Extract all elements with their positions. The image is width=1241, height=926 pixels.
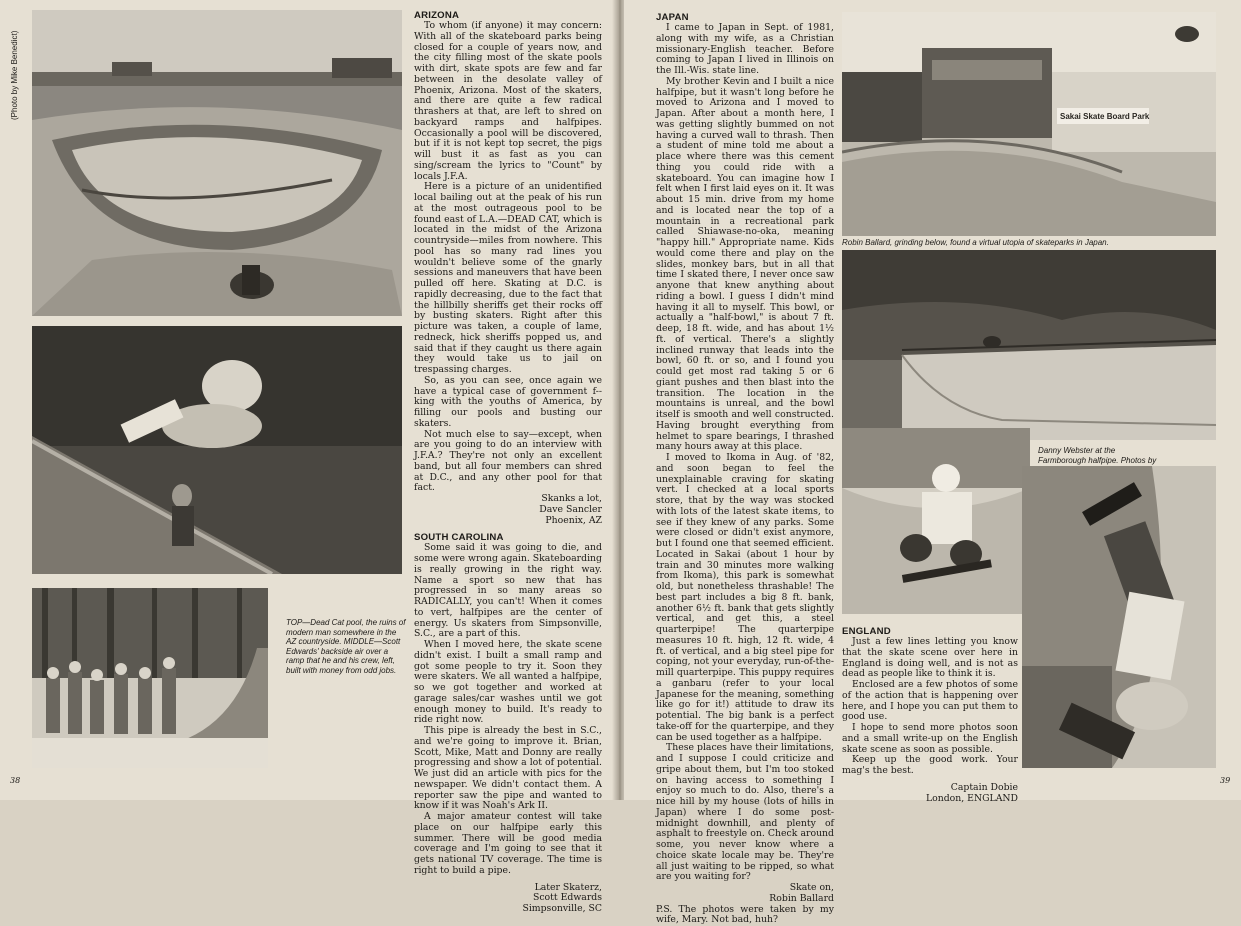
england-paragraph: Just a few lines letting you know that the skate scene over here in England is doing well, and is not as dead as people like to think it is.	[842, 637, 1018, 680]
japan-paragraph: These places have their limitations, and I suppose I could criticize and gripe about them, but I'm too stoked on having access to something I enjoy so much to do. Also, there's a nice hill by my house (lots of hills in Japan) where I do some post-midnight downhill, and plenty of asphalt to freestyle on. Check around some, you never know where a choice skate locale may be. They're all just waiting to be ripped, so what are you waiting for?	[656, 743, 834, 883]
south-carolina-paragraph: When I moved here, the skate scene didn't exist. I built a small ramp and got some people to try it. Soon they were skaters. We all wanted a halfpipe, so we got together and worked at garage sales/car washes until we got enough money to build. It's ready to ride right now.	[414, 640, 602, 726]
south-carolina-author: Scott Edwards	[414, 893, 602, 904]
japan-postscript: P.S. The photos were taken by my wife, Mary. Not bad, huh?	[656, 905, 834, 926]
halfpipe-crew-photo	[32, 588, 268, 768]
england-letter	[842, 626, 1018, 804]
japan-paragraph: I came to Japan in Sept. of 1981, along with my wife, as a Christian missionary-English teacher. Before coming to Japan I lived in Illinois on the Ill.-Wis. state line.	[656, 23, 834, 77]
south-carolina-heading: SOUTH CAROLINA	[414, 532, 602, 543]
england-paragraph: Keep up the good work. Your mag's the best.	[842, 755, 1018, 777]
park-sign-text: Sakai Skate Board Park	[1060, 112, 1150, 121]
japan-paragraph: My brother Kevin and I built a nice halfpipe, but it wasn't long before he moved to Arizona and I moved to Japan. After about a month here, I was getting slightly bummed on not having a curved wall to thrash. Then a student of mine told me about a place where there was this cement thing you could ride with a skateboard. You can imagine how I felt when I first laid eyes on it. It was about 15 min. drive from my home and is located near the top of a mountain in a recreational park called Shiawase-no-oka, meaning "happy hill." Appropriate name. Kids would come there and play on the slides, monkey bars, but in all that time I skated there, I never once saw anyone that knew anything about riding a bowl. I guess I didn't mind having it all to myself. This bowl, or actually a "half-bowl," is about 7 ft. deep, 18 ft. wide, and has about 1½ ft. of vertical. There's a slightly inclined runway that leads into the bowl, 60 ft. or so, and I found you could get most rad taking 5 or 6 giant pushes and then blast into the transition. The location in the mountains is unreal, and the bowl itself is smooth and well constructed. Having brought everything from helmet to spare bearings, I thrashed many hours away at this place.	[656, 77, 834, 453]
photo-credit: (Photo by Mike Benedict)	[10, 31, 19, 120]
right-page	[624, 0, 1241, 800]
arizona-paragraph: Not much else to say—except, when are you going to do an interview with J.F.A.? They're not only an excellent band, but all four members can shred at D.C., and any other pool for that fact.	[414, 430, 602, 495]
left-photo-caption: TOP—Dead Cat pool, the ruins of modern man somewhere in the AZ countryside. MIDDLE—Scott Edwards' backside air over a ramp that he and his crew, left, built with money from odd jobs.	[286, 618, 408, 676]
arizona-signoff: Skanks a lot,	[414, 494, 602, 505]
arizona-paragraph: To whom (if anyone) it may concern: With all of the skateboard parks being closed for a couple of years now, and the city filling most of the skate pools with dirt, skate spots are few and far between in the desolate valley of Phoenix, Arizona. Most of the skaters, and there are quite a few radical thrashers at that, are left to shred on backyard ramps and halfpipes. Occasionally a pool will be discovered, but if it is not kept top secret, the pigs will bust it as fast as you can sing/scream the lyrics to "Count" by locals J.F.A.	[414, 21, 602, 182]
south-carolina-location: Simpsonville, SC	[414, 904, 602, 915]
england-paragraph: Enclosed are a few photos of some of the action that is happening over here, and I hope you can put them to good use.	[842, 680, 1018, 723]
backside-air-photo	[32, 326, 402, 574]
arizona-location: Phoenix, AZ	[414, 516, 602, 527]
england-heading: ENGLAND	[842, 626, 1018, 637]
page-number-left: 38	[10, 776, 20, 785]
japan-heading: JAPAN	[656, 12, 834, 23]
japan-author: Robin Ballard	[656, 894, 834, 905]
japan-paragraph: I moved to Ikoma in Aug. of '82, and soon began to feel the unexplainable craving for skating vert. I checked at a local sports store, that by the way was stocked with lots of the latest skate items, to see if they knew of any parks. Some were closed or didn't exist anymore, but I found one that seemed efficient. Located in Sakai (about 1 hour by train and 30 minutes more walking from Ikoma), this park is somewhat old, but nonetheless thrashable! The best part includes a big 8 ft. bank, another 6½ ft. bank that gets slightly vertical, and get this, a steel quarterpipe! The quarterpipe measures 10 ft. high, 12 ft. wide, 4 ft. of vertical, and a big steel pipe for coping, not your everyday, run-of-the-mill quarterpipe. This puppy requires a ganbaru (refer to your local Japanese for the meaning, something like go for it!) attitude to draw its potential. The big bank is a perfect take-off for the quarterpipe, and they can be used together as a halfpipe.	[656, 453, 834, 743]
england-paragraph: I hope to send more photos soon and a small write-up on the English skate scene as soon as possible.	[842, 723, 1018, 755]
right-top-caption: Robin Ballard, grinding below, found a virtual utopia of skateparks in Japan.	[842, 238, 1222, 248]
arizona-author: Dave Sancler	[414, 505, 602, 516]
south-carolina-signoff: Later Skaterz,	[414, 883, 602, 894]
letters-column-left	[414, 10, 602, 915]
dead-cat-pool-photo	[32, 10, 402, 316]
arizona-paragraph: So, as you can see, once again we have a typical case of government f--king with the youths of America, by filling our pools and busting our skaters.	[414, 376, 602, 430]
arizona-heading: ARIZONA	[414, 10, 602, 21]
south-carolina-paragraph: Some said it was going to die, and some were wrong again. Skateboarding is really growing in the right way. Name a sport so new that has progressed in so many areas so RADICALLY, you can't! When it comes to vert, halfpipes are the center of energy. Us skaters from Simpsonville, S.C., are a part of this.	[414, 543, 602, 640]
arizona-paragraph: Here is a picture of an unidentified local bailing out at the peak of his run at the most outrageous pool to be found east of L.A.—DEAD CAT, which is located in the midst of the Arizona countryside—miles from nowhere. This pool has so many rad lines you wouldn't believe some of the gnarly sessions and maneuvers that have been pulled off here. Skating at D.C. is rapidly decreasing, due to the fact that the hillbilly sheriffs get their rocks off by busting skaters. Right after this picture was taken, a couple of lame, redneck, hick sheriffs popped us, and said that if they caught us there again they would take us to jail on trespassing charges.	[414, 182, 602, 376]
south-carolina-paragraph: This pipe is already the best in S.C., and we're going to improve it. Brian, Scott, Mike, Matt and Donny are really progressing and show a lot of potential. We just did an article with pics for the newspaper. We didn't contact them. A reporter saw the pipe and wanted to know if it was Noah's Ark II.	[414, 726, 602, 812]
england-author: Captain Dobie	[842, 783, 1018, 794]
right-mid-caption: Danny Webster at the Farmborough halfpipe. Photos by	[1038, 446, 1162, 475]
mountain-bowl-photo	[842, 250, 1216, 440]
farmborough-halfpipe-photo	[842, 428, 1030, 614]
japan-signoff: Skate on,	[656, 883, 834, 894]
letters-column-right	[656, 12, 834, 926]
page-number-right: 39	[1220, 776, 1230, 785]
left-page	[0, 0, 616, 800]
sakai-skatepark-photo	[842, 12, 1216, 236]
england-location: London, ENGLAND	[842, 794, 1018, 805]
danny-webster-photo	[1022, 466, 1216, 768]
south-carolina-paragraph: A major amateur contest will take place on our halfpipe early this summer. There will be good media coverage and I'm going to see that it gets national TV coverage. The time is right to build a pipe.	[414, 812, 602, 877]
